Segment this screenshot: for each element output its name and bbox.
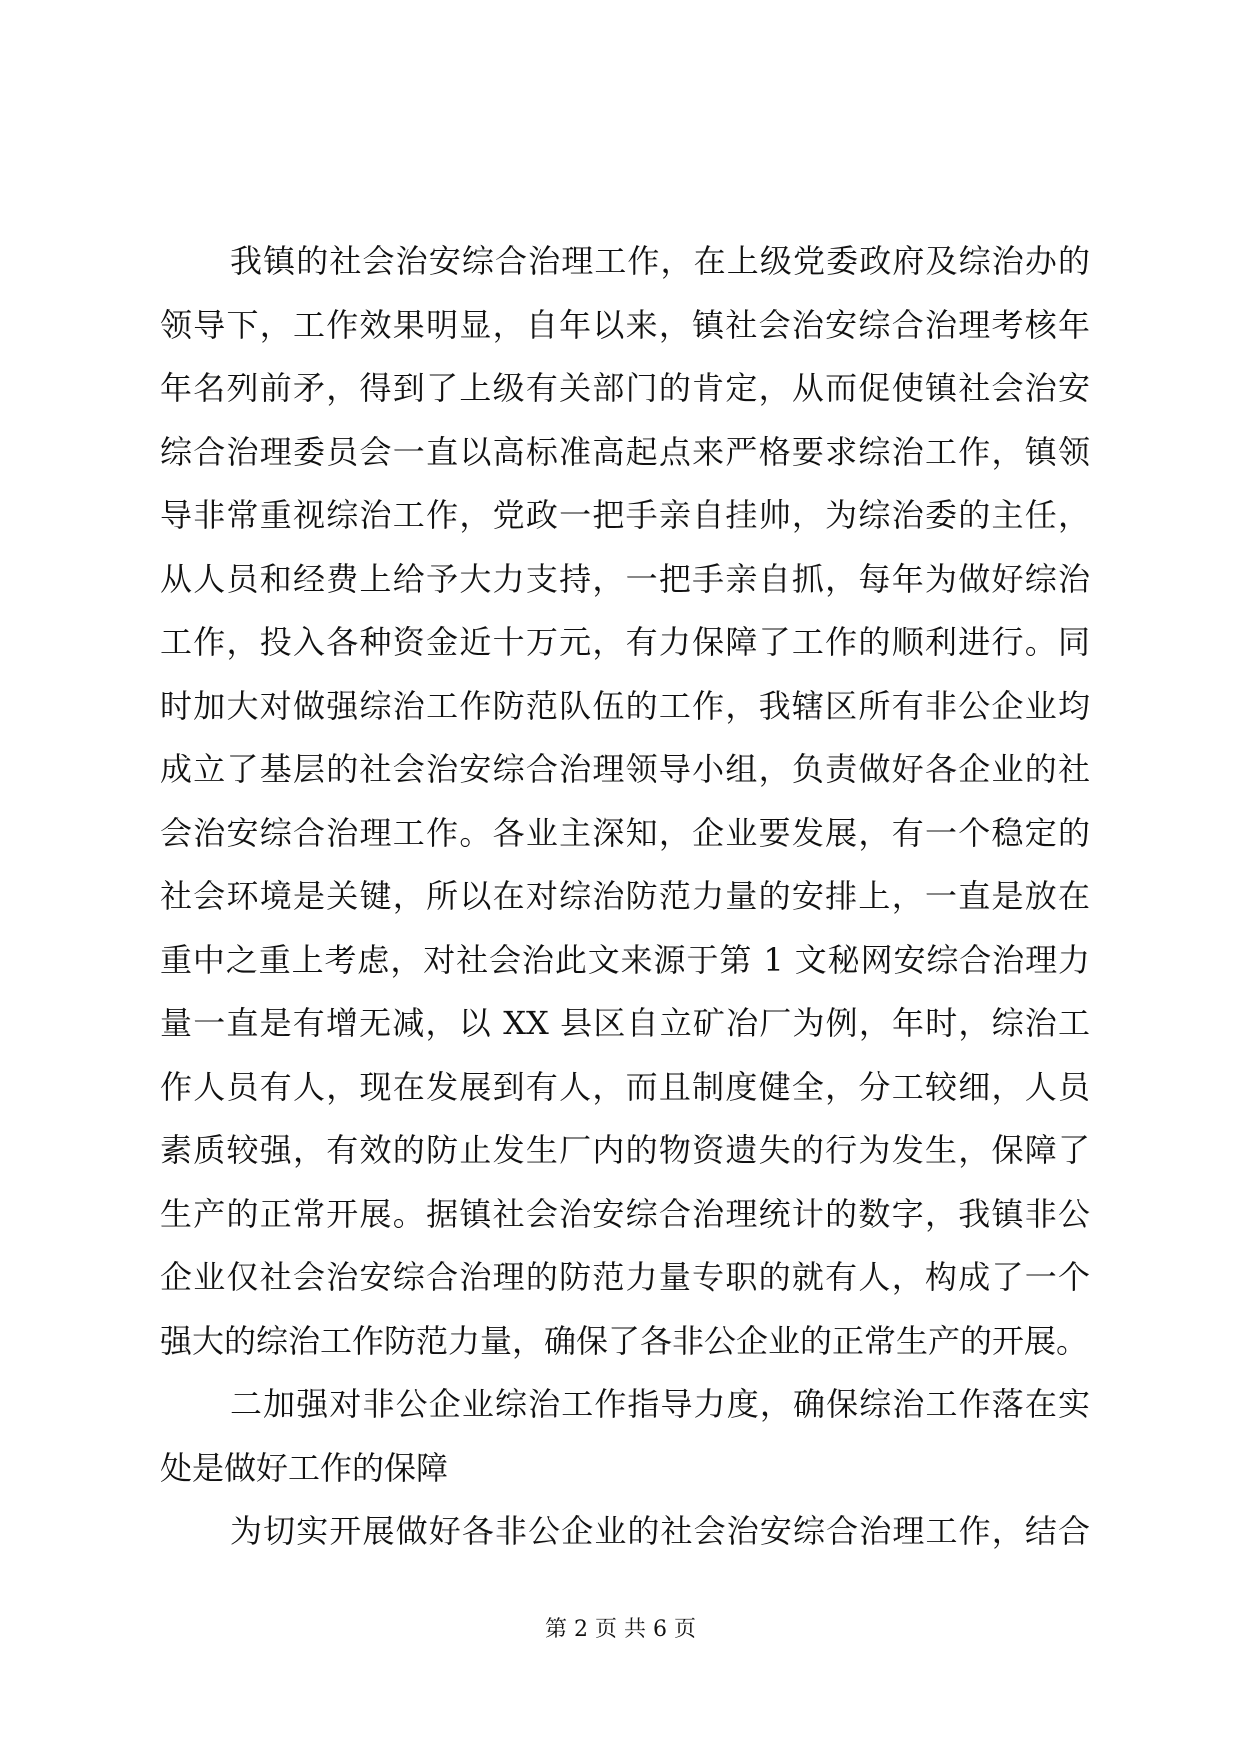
paragraph-line: 从人员和经费上给予大力支持，一把手亲自抓，每年为做好综治 [160,559,1090,598]
paragraph-line: 年名列前矛，得到了上级有关部门的肯定，从而促使镇社会治安 [160,369,1090,407]
paragraph-line: 工作，投入各种资金近十万元，有力保障了工作的顺利进行。同 [160,623,1090,661]
paragraph-line: 作人员有人，现在发展到有人，而且制度健全，分工较细，人员 [160,1067,1090,1106]
paragraph-line: 时加大对做强综治工作防范队伍的工作，我辖区所有非公企业均 [160,686,1090,725]
paragraph-line: 社会环境是关键，所以在对综治防范力量的安排上，一直是放在 [160,877,1090,915]
page-number-footer: 第 2 页 共 6 页 [545,1617,696,1642]
paragraph-line: 素质较强，有效的防止发生厂内的物资遗失的行为发生，保障了 [160,1131,1090,1169]
paragraph-line: 重中之重上考虑，对社会治此文来源于第 1 文秘网安综合治理力 [160,940,1090,979]
paragraph-line: 量一直是有增无减，以 XX 县区自立矿冶厂为例，年时，综治工 [160,1004,1090,1042]
paragraph-line: 综合治理委员会一直以高标准高起点来严格要求综治工作，镇领 [160,432,1090,471]
paragraph-line: 强大的综治工作防范力量，确保了各非公企业的正常生产的开展。 [160,1321,1089,1360]
paragraph-line: 领导下，工作效果明显，自年以来，镇社会治安综合治理考核年 [160,305,1090,344]
paragraph-line: 导非常重视综治工作，党政一把手亲自挂帅，为综治委的主任， [160,496,1090,534]
heading-line: 处是做好工作的保障 [160,1448,449,1487]
heading-line: 二加强对非公企业综治工作指导力度，确保综治工作落在实 [230,1385,1090,1423]
paragraph-line: 企业仅社会治安综合治理的防范力量专职的就有人，构成了一个 [160,1258,1090,1296]
paragraph-line: 成立了基层的社会治安综合治理领导小组，负责做好各企业的社 [160,750,1090,788]
paragraph-line: 会治安综合治理工作。各业主深知，企业要发展，有一个稳定的 [160,813,1090,852]
body-text [160,230,1090,1564]
paragraph-line: 我镇的社会治安综合治理工作，在上级党委政府及综治办的 [230,242,1090,280]
paragraph-line: 生产的正常开展。据镇社会治安综合治理统计的数字，我镇非公 [160,1194,1090,1233]
paragraph-line: 为切实开展做好各非公企业的社会治安综合治理工作，结合 [230,1512,1090,1550]
